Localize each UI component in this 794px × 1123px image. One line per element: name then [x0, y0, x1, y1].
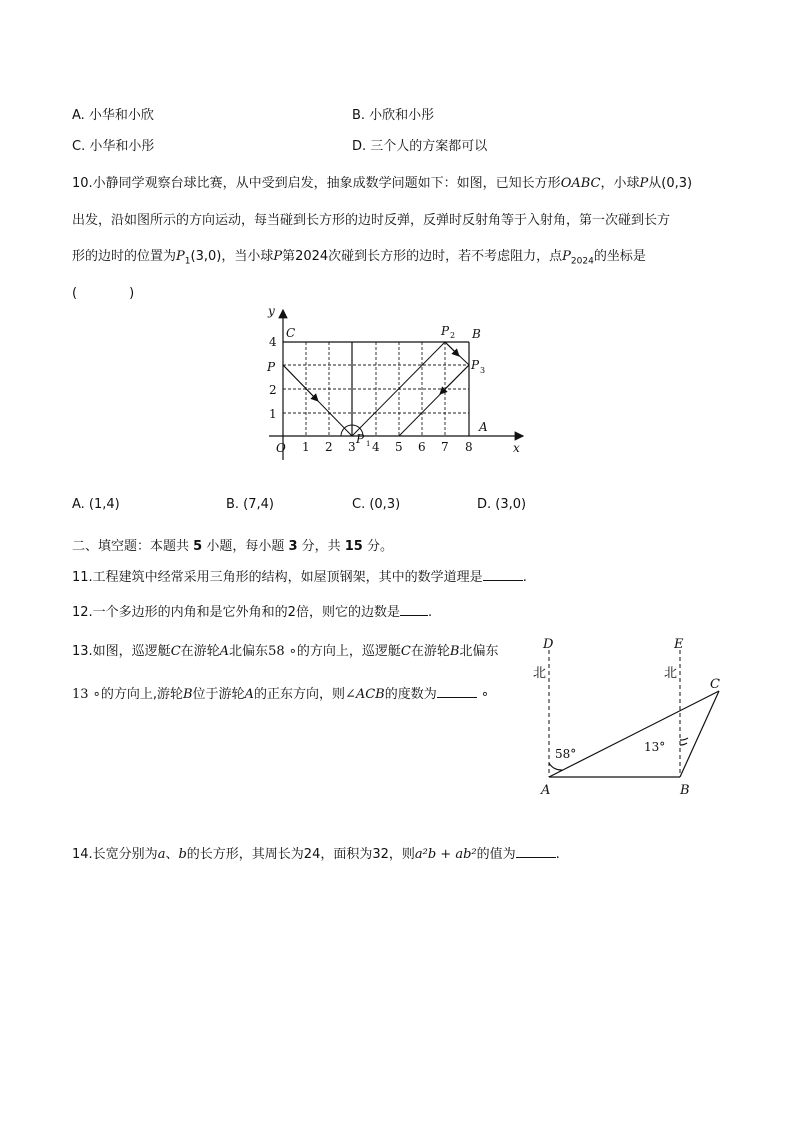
question-14: 14.长宽分别为a、b的长方形，其周长为24，面积为32，则a²b + ab²的值为 .: [72, 847, 560, 862]
question-12: 12.一个多边形的内角和是它外角和的2倍，则它的边数是 .: [72, 605, 433, 620]
label-a: A: [479, 420, 488, 434]
label-a: A: [541, 783, 551, 798]
triangle-abc: [549, 691, 719, 777]
label-north-b: 北: [664, 666, 678, 681]
q10-line3: 形的边时的位置为$P_1(3,0)$，当小球P第2024次碰到长方形的边时，若不考虑阻力，点$P_{2024}$的坐标是: [72, 249, 646, 267]
grid-lines: [283, 342, 469, 436]
x-tick: 2: [325, 440, 333, 454]
q10-answer-paren: ( ): [72, 286, 135, 301]
answer-blank[interactable]: [400, 603, 428, 616]
label-y: y: [268, 304, 275, 318]
option-c: C. 小华和小彤: [72, 139, 155, 154]
q10-option-b: B. (7,4): [226, 497, 275, 512]
ship-figure: [530, 630, 730, 805]
q10-option-c: C. (0,3): [352, 497, 401, 512]
x-tick: 5: [395, 440, 403, 454]
x-tick: 6: [418, 440, 426, 454]
label-p: P: [267, 360, 276, 374]
q10-line2: 出发，沿如图所示的方向运动，每当碰到长方形的边时反弹，反弹时反射角等于入射角，第一次碰到长方: [72, 213, 671, 228]
question-13-line1: 13.如图，巡逻艇C在游轮A北偏东58 ∘的方向上，巡逻艇C在游轮B北偏东: [72, 644, 499, 659]
x-tick: 1: [302, 440, 310, 454]
x-tick: 4: [372, 440, 380, 454]
option-b: B. 小欣和小彤: [352, 108, 435, 123]
label-p2: P: [441, 324, 450, 338]
answer-blank[interactable]: [483, 568, 523, 581]
label-b: B: [680, 783, 690, 798]
label-p1-sub: 1: [366, 440, 371, 448]
label-p3: P: [471, 358, 480, 372]
label-x: x: [513, 441, 520, 455]
y-tick: 1: [269, 407, 277, 421]
option-a: A. 小华和小欣: [72, 108, 154, 123]
label-p2-sub: 2: [450, 331, 456, 340]
label-north-a: 北: [533, 666, 547, 681]
option-d: D. 三个人的方案都可以: [352, 139, 488, 154]
point-labels: [266, 304, 520, 455]
y-tick: 4: [269, 335, 277, 349]
x-tick: 8: [465, 440, 473, 454]
q10-line1: 10.小静同学观察台球比赛，从中受到启发，抽象成数学问题如下：如图，已知长方形OABC，小球P从(0,3): [72, 176, 693, 191]
answer-blank[interactable]: [516, 845, 556, 858]
label-p1: P: [356, 432, 365, 446]
label-d: D: [543, 637, 554, 652]
label-b: B: [472, 327, 481, 341]
label-13: 13°: [644, 740, 666, 754]
label-p3-sub: 3: [480, 366, 486, 375]
figure-labels: [533, 637, 720, 798]
answer-blank[interactable]: [437, 685, 477, 698]
label-o: O: [276, 441, 286, 455]
q10-option-a: A. (1,4): [72, 497, 120, 512]
section-heading: 二、填空题：本题共 5 小题，每小题 3 分，共 15 分。: [72, 539, 393, 554]
label-58: 58°: [555, 747, 577, 761]
label-c: C: [710, 677, 720, 692]
x-tick: 3: [348, 440, 356, 454]
question-11: 11.工程建筑中经常采用三角形的结构，如屋顶钢架，其中的数学道理是 .: [72, 570, 527, 585]
label-e: E: [674, 637, 684, 652]
q10-option-d: D. (3,0): [477, 497, 527, 512]
y-tick: 2: [269, 383, 277, 397]
x-tick: 7: [441, 440, 449, 454]
question-13-line2: 13 ∘的方向上,游轮B位于游轮A的正东方向，则∠ACB的度数为 ∘: [72, 687, 490, 702]
billiard-figure: [255, 298, 535, 463]
label-c: C: [286, 326, 296, 340]
